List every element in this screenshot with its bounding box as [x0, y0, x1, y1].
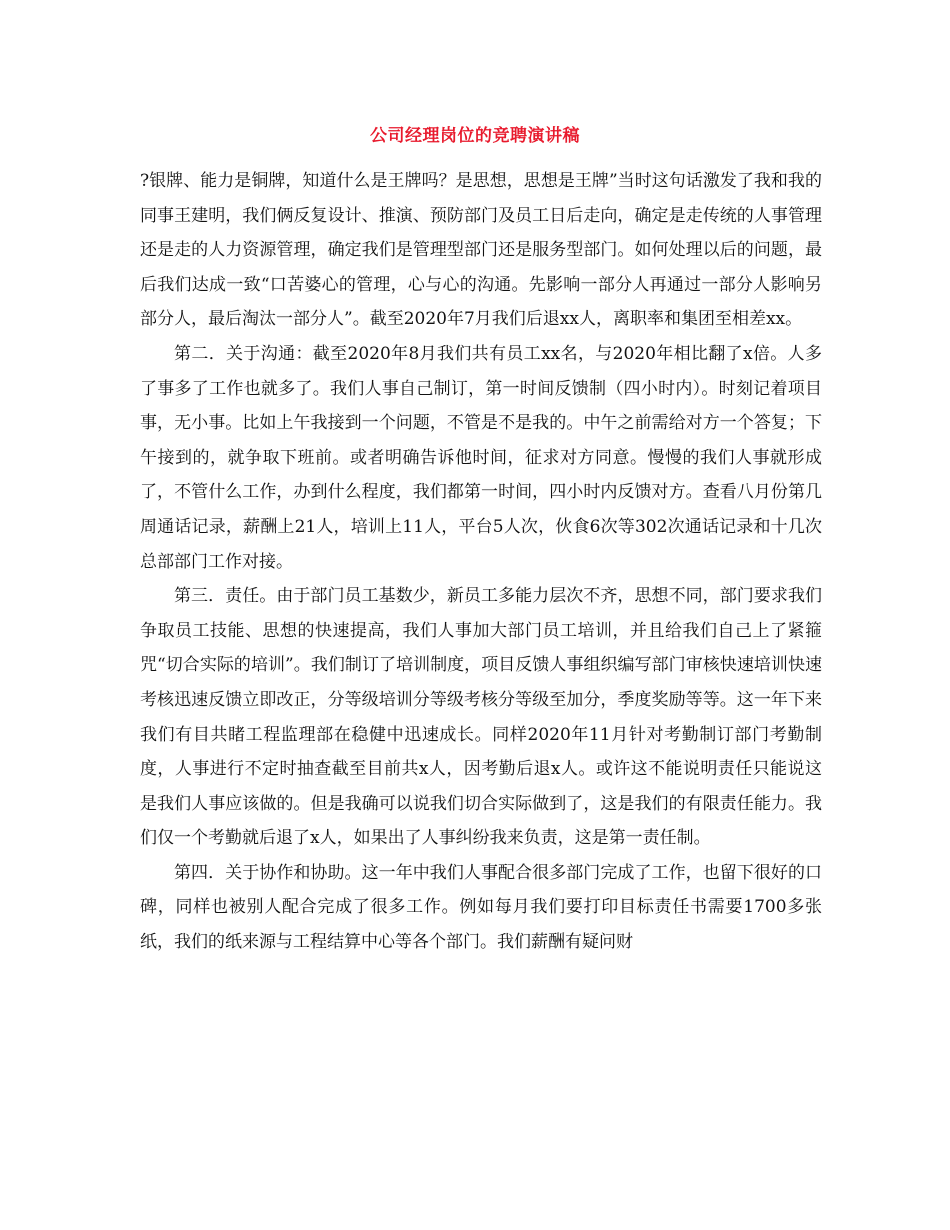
- paragraph-3: 第三．责任。由于部门员工基数少，新员工多能力层次不齐，思想不同，部门要求我们争取员工技能、思想的快速提高，我们人事加大部门员工培训，并且给我们自己上了紧箍咒“切合实际的培训”。我们制订了培训制度，项目反馈人事组织编写部门审核快速培训快速考核迅速反馈立即改正，分等级培训分等级考核分等级至加分，季度奖励等等。这一年下来我们有目共睹工程监理部在稳健中迅速成长。同样2020年11月针对考勤制订部门考勤制度，人事进行不定时抽查截至目前共x人，因考勤后退x人。或许这不能说明责任只能说这是我们人事应该做的。但是我确可以说我们切合实际做到了，这是我们的有限责任能力。我们仅一个考勤就后退了x人，如果出了人事纠纷我来负责，这是第一责任制。: [140, 586, 822, 849]
- paragraph-1: ?银牌、能力是铜牌，知道什么是王牌吗？是思想，思想是王牌”当时这句话激发了我和我的同事王建明，我们俩反复设计、推演、预防部门及员工日后走向，确定是走传统的人事管理还是走的人力资源管理，确定我们是管理型部门还是服务型部门。如何处理以后的问题，最后我们达成一致“口苦婆心的管理，心与心的沟通。先影响一部分人再通过一部分人影响另部分人，最后淘汰一部分人”。截至2020年7月我们后退xx人，离职率和集团至相差xx。: [140, 171, 822, 330]
- document-title: 公司经理岗位的竞聘演讲稿: [370, 126, 580, 146]
- document-body: [140, 164, 822, 960]
- paragraph-4: 第四．关于协作和协助。这一年中我们人事配合很多部门完成了工作，也留下很好的口碑，同样也被别人配合完成了很多工作。例如每月我们要打印目标责任书需要1700多张纸，我们的纸来源与工程结算中心等各个部门。我们薪酬有疑问财: [140, 862, 822, 953]
- paragraph-2: 第二．关于沟通：截至2020年8月我们共有员工xx名，与2020年相比翻了x倍。人多了事多了工作也就多了。我们人事自己制订，第一时间反馈制（四小时内）。时刻记着项目事，无小事。比如上午我接到一个问题，不管是不是我的。中午之前需给对方一个答复；下午接到的，就争取下班前。或者明确告诉他时间，征求对方同意。慢慢的我们人事就形成了，不管什么工作，办到什么程度，我们都第一时间，四小时内反馈对方。查看八月份第几周通话记录，薪酬上21人，培训上11人，平台5人次，伙食6次等302次通话记录和十几次总部部门工作对接。: [140, 343, 822, 572]
